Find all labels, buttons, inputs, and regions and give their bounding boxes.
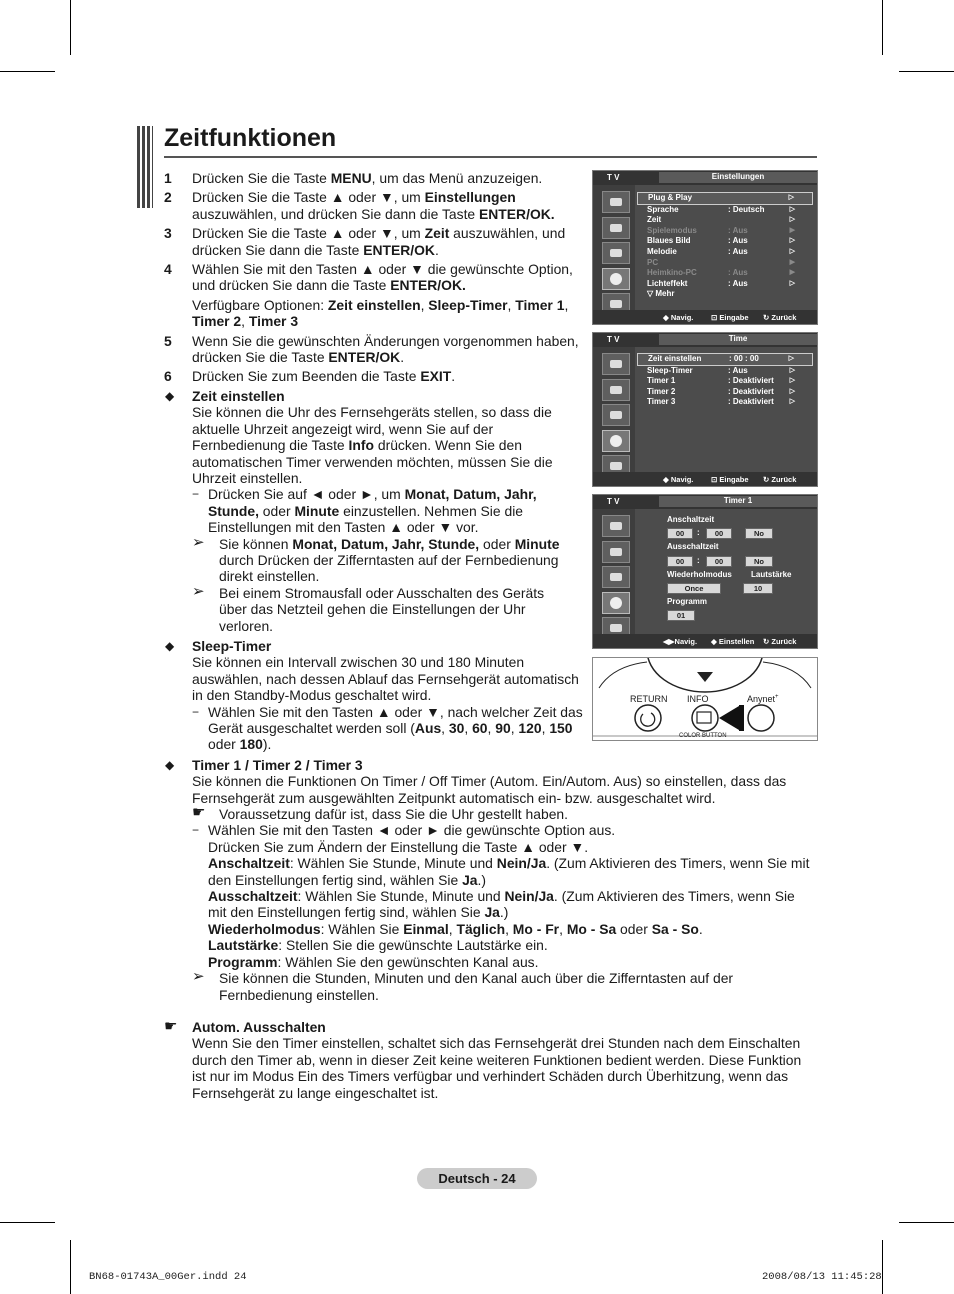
sub-item bbox=[192, 486, 568, 634]
note-text: Bei einem Stromausfall oder Ausschalten des Geräts über das Netzteil gehen die Einstellungen der Uhr verloren. bbox=[219, 584, 545, 634]
screen-title: Timer 1 bbox=[659, 496, 817, 507]
screen-title: Time bbox=[659, 334, 817, 345]
row-label: Zeit bbox=[647, 215, 662, 225]
ausschaltzeit-label: Ausschaltzeit bbox=[667, 542, 719, 551]
sub-text: Wählen Sie mit den Tasten ◄ oder ► die gewünschte Option aus. Drücken Sie zum Ändern der Einstellung die Taste ▲ oder ▼. Anschaltzeit: Wählen Sie Stunde, Minute und Nein/Ja. (Zum Aktivieren des Timers, wenn Sie mit den Einstellungen fertig sind, wählen Sie Ja.) Ausschaltzeit: Wählen Sie Stunde, Minute und Nein/Ja. (Zum Aktivieren des Timers, wenn Sie mit den Einstellungen fertig sind, wählen Sie Ja.) Wiederholmodus: Wählen Sie Einmal, Täglich, Mo - Fr, Mo - Sa oder Sa - So. Lautstärke: Stellen Sie die gewünschte Lautstärke ein. Programm: Wählen Sie den gewünschten Kanal aus. bbox=[208, 822, 810, 970]
step-3 bbox=[164, 225, 580, 258]
step-number: 6 bbox=[164, 368, 172, 385]
setup-icon bbox=[602, 592, 630, 614]
separator: : bbox=[697, 556, 700, 565]
step-text: Drücken Sie die Taste ▲ oder ▼, um Zeit auszuwählen, und drücken Sie dann die Taste ENTER/OK. bbox=[192, 225, 566, 258]
row-value: : Deaktiviert bbox=[728, 376, 774, 386]
row-value: : Deaktiviert bbox=[728, 386, 774, 396]
note bbox=[192, 970, 816, 1003]
sound-icon bbox=[602, 217, 630, 239]
step-2 bbox=[164, 189, 580, 222]
off-hour-field: 00 bbox=[667, 556, 693, 567]
repeat-label: Wiederholmodus bbox=[667, 570, 732, 579]
tv-label: T V bbox=[607, 335, 620, 344]
pointing-hand-icon: ☛ bbox=[164, 1017, 178, 1035]
picture-icon bbox=[602, 515, 630, 537]
crop-mark bbox=[882, 0, 883, 55]
section-timer bbox=[164, 757, 816, 1003]
step-number: 2 bbox=[164, 189, 172, 206]
section-autom bbox=[164, 1019, 816, 1101]
chevron-right-icon: ▷ bbox=[789, 279, 795, 287]
repeat-field: Once bbox=[667, 583, 721, 594]
tv-screen-einstellungen bbox=[592, 170, 818, 325]
step-text: Drücken Sie die Taste ▲ oder ▼, um Einstellungen auszuwählen, und drücken Sie dann die Taste ENTER/OK. bbox=[192, 189, 555, 222]
sound-icon bbox=[602, 379, 630, 401]
row-label: Heimkino-PC bbox=[647, 268, 697, 278]
screen-footer bbox=[593, 310, 817, 324]
menu-row bbox=[637, 258, 813, 269]
screen-title: Einstellungen bbox=[659, 172, 817, 183]
footer-hint: ◆ Einstellen bbox=[711, 637, 755, 646]
menu-row bbox=[637, 205, 813, 216]
menu-row bbox=[637, 353, 813, 366]
on-enable-field: No bbox=[745, 528, 773, 539]
arrow-note-icon: ➢ bbox=[192, 533, 205, 551]
footer-hint: ↻ Zurück bbox=[763, 475, 797, 484]
crop-mark bbox=[899, 71, 954, 72]
chevron-right-icon: ▷ bbox=[789, 366, 795, 374]
step-5 bbox=[164, 333, 580, 366]
menu-row bbox=[637, 366, 813, 377]
sub-text: Drücken Sie auf ◄ oder ►, um Monat, Datum, Jahr, Stunde, oder Minute einzustellen. Nehmen Sie die Einstellungen mit den Tasten ▲ oder ▼ vor. bbox=[208, 486, 537, 536]
row-label: ▽ Mehr bbox=[647, 289, 675, 299]
menu-row bbox=[637, 236, 813, 247]
section-heading: Timer 1 / Timer 2 / Timer 3 bbox=[192, 756, 363, 773]
menu-list bbox=[637, 353, 813, 408]
tv-screen-timer1 bbox=[592, 494, 818, 649]
row-label: Plug & Play bbox=[648, 193, 693, 202]
chevron-right-icon: ▷ bbox=[789, 387, 795, 395]
volume-field: 10 bbox=[743, 583, 773, 594]
tv-screen-time bbox=[592, 332, 818, 487]
step-1 bbox=[164, 170, 580, 186]
channel-icon bbox=[602, 404, 630, 426]
row-value: : Aus bbox=[728, 236, 748, 246]
separator: : bbox=[697, 528, 700, 537]
footer-hint: ◆ Navig. bbox=[663, 313, 694, 322]
on-minute-field: 00 bbox=[706, 528, 732, 539]
row-label: Zeit einstellen bbox=[648, 354, 702, 363]
diamond-icon: ◆ bbox=[165, 757, 175, 772]
programm-field: 01 bbox=[667, 610, 695, 621]
menu-row bbox=[637, 397, 813, 408]
crop-mark bbox=[882, 1240, 883, 1294]
menu-row bbox=[637, 376, 813, 387]
setup-icon bbox=[602, 430, 630, 452]
return-label: RETURN bbox=[630, 694, 668, 704]
row-label: Spielemodus bbox=[647, 225, 697, 235]
dash-icon: − bbox=[192, 487, 200, 502]
row-label: Lichteffekt bbox=[647, 278, 688, 288]
row-label: Timer 3 bbox=[647, 397, 676, 407]
section-text: Sie können die Uhr des Fernsehgeräts stellen, so dass die aktuelle Uhrzeit angezeigt wird, wenn Sie auf der Fernbedienung die Taste Info drücken. Wenn Sie den automatischen Timer verwenden möchten, müssen Sie die Uhrzeit einstellen. bbox=[192, 404, 553, 486]
screen-header bbox=[593, 171, 817, 185]
section-text: Wenn Sie den Timer einstellen, schaltet sich das Fernsehgerät drei Stunden nach dem Einschalten durch den Timer ab, wenn in dieser Zeit keine weiteren Funktionen bedient werden. Diese Funktion ist nur im Modus Ein des Timers verfügbar und verhindert Schäden durch Überhitzung, wenn das Fernsehgerät zu lange eingeschaltet ist. bbox=[192, 1035, 802, 1101]
footer-hint: ◀▶Navig. bbox=[663, 637, 698, 646]
arrow-note-icon: ➢ bbox=[192, 582, 205, 600]
row-label: PC bbox=[647, 257, 659, 267]
menu-row bbox=[637, 268, 813, 279]
row-label: Timer 2 bbox=[647, 386, 676, 396]
info-label: INFO bbox=[687, 694, 709, 704]
chevron-right-icon: ▷ bbox=[788, 194, 794, 201]
chevron-right-icon: ▷ bbox=[789, 247, 795, 255]
title-decoration bbox=[137, 126, 153, 208]
crop-mark bbox=[0, 71, 55, 72]
row-value: : Aus bbox=[728, 268, 748, 278]
hint bbox=[192, 806, 816, 822]
menu-row bbox=[637, 192, 813, 205]
crop-mark bbox=[70, 0, 71, 55]
menu-row bbox=[637, 215, 813, 226]
dash-icon: − bbox=[192, 823, 200, 838]
crop-mark bbox=[899, 1222, 954, 1223]
screen-footer bbox=[593, 472, 817, 486]
sub-text: Wählen Sie mit den Tasten ▲ oder ▼, nach welcher Zeit das Gerät ausgeschaltet werden soll (Aus, 30, 60, 90, 120, 150 oder 180). bbox=[208, 703, 583, 753]
note-text: Sie können Monat, Datum, Jahr, Stunde, oder Minute durch Drücken der Zifferntasten auf der Fernbedienung direkt einstellen. bbox=[219, 535, 560, 585]
menu-icons bbox=[593, 347, 635, 472]
row-value: : Aus bbox=[728, 365, 748, 375]
screen-header bbox=[593, 495, 817, 509]
chevron-right-icon: ▷ bbox=[789, 205, 795, 213]
picture-icon bbox=[602, 191, 630, 213]
menu-row bbox=[637, 247, 813, 258]
sub-item bbox=[192, 704, 584, 753]
picture-icon bbox=[602, 353, 630, 375]
anschaltzeit-label: Anschaltzeit bbox=[667, 515, 715, 524]
section-zeit bbox=[164, 388, 584, 634]
chevron-right-icon: ▷ bbox=[789, 377, 795, 385]
step-number: 5 bbox=[164, 332, 172, 349]
channel-icon bbox=[602, 242, 630, 264]
step-number: 1 bbox=[164, 170, 172, 186]
diamond-icon: ◆ bbox=[165, 638, 175, 653]
tv-label: T V bbox=[607, 173, 620, 182]
screen-header bbox=[593, 333, 817, 347]
row-value: : 00 : 00 bbox=[729, 354, 759, 363]
chevron-right-icon: ▷ bbox=[788, 355, 794, 362]
hint-text: Voraussetzung dafür ist, dass Sie die Uhr gestellt haben. bbox=[219, 806, 569, 823]
chevron-right-icon: ▷ bbox=[789, 237, 795, 245]
chevron-right-icon: ▶ bbox=[789, 269, 795, 277]
off-minute-field: 00 bbox=[706, 556, 732, 567]
step-4 bbox=[164, 261, 580, 330]
step-number: 3 bbox=[164, 225, 172, 242]
chevron-right-icon: ▷ bbox=[789, 398, 795, 406]
row-label: Timer 1 bbox=[647, 376, 676, 386]
chevron-right-icon: ▶ bbox=[789, 226, 795, 234]
row-label: Melodie bbox=[647, 246, 677, 256]
footer-hint: ◆ Navig. bbox=[663, 475, 694, 484]
step-text: Drücken Sie die Taste MENU, um das Menü anzuzeigen. bbox=[192, 170, 543, 186]
row-value: : Deaktiviert bbox=[728, 397, 774, 407]
slug-left: BN68-01743A_00Ger.indd 24 bbox=[89, 1271, 247, 1283]
dash-icon: − bbox=[192, 704, 200, 719]
row-value: : Deutsch bbox=[728, 204, 765, 214]
menu-row bbox=[637, 279, 813, 290]
step-text: Drücken Sie zum Beenden die Taste EXIT. bbox=[192, 368, 456, 385]
row-label: Sleep-Timer bbox=[647, 365, 693, 375]
chevron-right-icon: ▶ bbox=[789, 258, 795, 266]
crop-mark bbox=[0, 1222, 55, 1223]
step-6 bbox=[164, 368, 580, 384]
tv-label: T V bbox=[607, 497, 620, 506]
arrow-note-icon: ➢ bbox=[192, 968, 205, 986]
programm-label: Programm bbox=[667, 597, 708, 606]
menu-icons bbox=[593, 509, 635, 634]
note bbox=[192, 582, 568, 634]
section-heading: Autom. Ausschalten bbox=[192, 1018, 326, 1035]
page-number: Deutsch - 24 bbox=[417, 1168, 537, 1189]
note bbox=[192, 533, 568, 585]
footer-hint: ↻ Zurück bbox=[763, 313, 797, 322]
menu-row bbox=[637, 387, 813, 398]
remote-control-illustration bbox=[592, 657, 818, 741]
section-text: Sie können ein Intervall zwischen 30 und 180 Minuten auswählen, nach dessen Ablauf das Fernsehgerät automatisch in den Standby-Modus geschaltet wird. bbox=[192, 654, 579, 704]
off-enable-field: No bbox=[745, 556, 773, 567]
channel-icon bbox=[602, 566, 630, 588]
row-label: Sprache bbox=[647, 204, 679, 214]
row-value: : Aus bbox=[728, 225, 748, 235]
menu-row bbox=[637, 226, 813, 237]
menu-row bbox=[637, 289, 813, 300]
diamond-icon: ◆ bbox=[165, 388, 175, 403]
step-text: Wenn Sie die gewünschten Änderungen vorgenommen haben, drücken Sie die Taste ENTER/OK. bbox=[192, 332, 579, 366]
footer-hint: ⊡ Eingabe bbox=[711, 313, 749, 322]
pointing-hand-icon: ☛ bbox=[192, 804, 206, 822]
menu-icons bbox=[593, 185, 635, 310]
section-heading: Zeit einstellen bbox=[192, 387, 285, 404]
setup-icon bbox=[602, 268, 630, 290]
page-title: Zeitfunktionen bbox=[164, 124, 337, 152]
note-text: Sie können die Stunden, Minuten und den Kanal auch über die Zifferntasten auf der Fernbedienung einstellen. bbox=[219, 970, 734, 1003]
screen-footer bbox=[593, 634, 817, 648]
slug-right: 2008/08/13 11:45:28 bbox=[762, 1271, 882, 1283]
volume-label: Lautstärke bbox=[751, 570, 792, 579]
row-value: : Aus bbox=[728, 246, 748, 256]
step-text: Wählen Sie mit den Tasten ▲ oder ▼ die gewünschte Option, und drücken Sie dann die Taste ENTER/OK. Verfügbare Optionen: Zeit einstellen, Sleep-Timer, Timer 1, Timer 2, Timer 3 bbox=[192, 261, 573, 330]
chevron-right-icon: ▷ bbox=[789, 216, 795, 224]
on-hour-field: 00 bbox=[667, 528, 693, 539]
section-text: Sie können die Funktionen On Timer / Off Timer (Autom. Ein/Autom. Aus) so einstellen, dass das Fernsehgerät zum ausgewählten Zeitpunkt automatisch ein- bzw. ausgeschaltet wird. bbox=[192, 773, 787, 806]
sub-item bbox=[192, 822, 816, 1002]
step-number: 4 bbox=[164, 261, 172, 278]
row-label: Blaues Bild bbox=[647, 236, 691, 246]
section-heading: Sleep-Timer bbox=[192, 637, 272, 654]
footer-hint: ⊡ Eingabe bbox=[711, 475, 749, 484]
anynet-label: Anynet+ bbox=[747, 694, 779, 704]
section-sleep bbox=[164, 638, 584, 753]
menu-list bbox=[637, 192, 813, 300]
color-button-label: COLOR BUTTON bbox=[679, 733, 727, 739]
crop-mark bbox=[70, 1240, 71, 1294]
row-value: : Aus bbox=[728, 278, 748, 288]
sound-icon bbox=[602, 541, 630, 563]
footer-hint: ↻ Zurück bbox=[763, 637, 797, 646]
title-rule bbox=[164, 156, 817, 158]
